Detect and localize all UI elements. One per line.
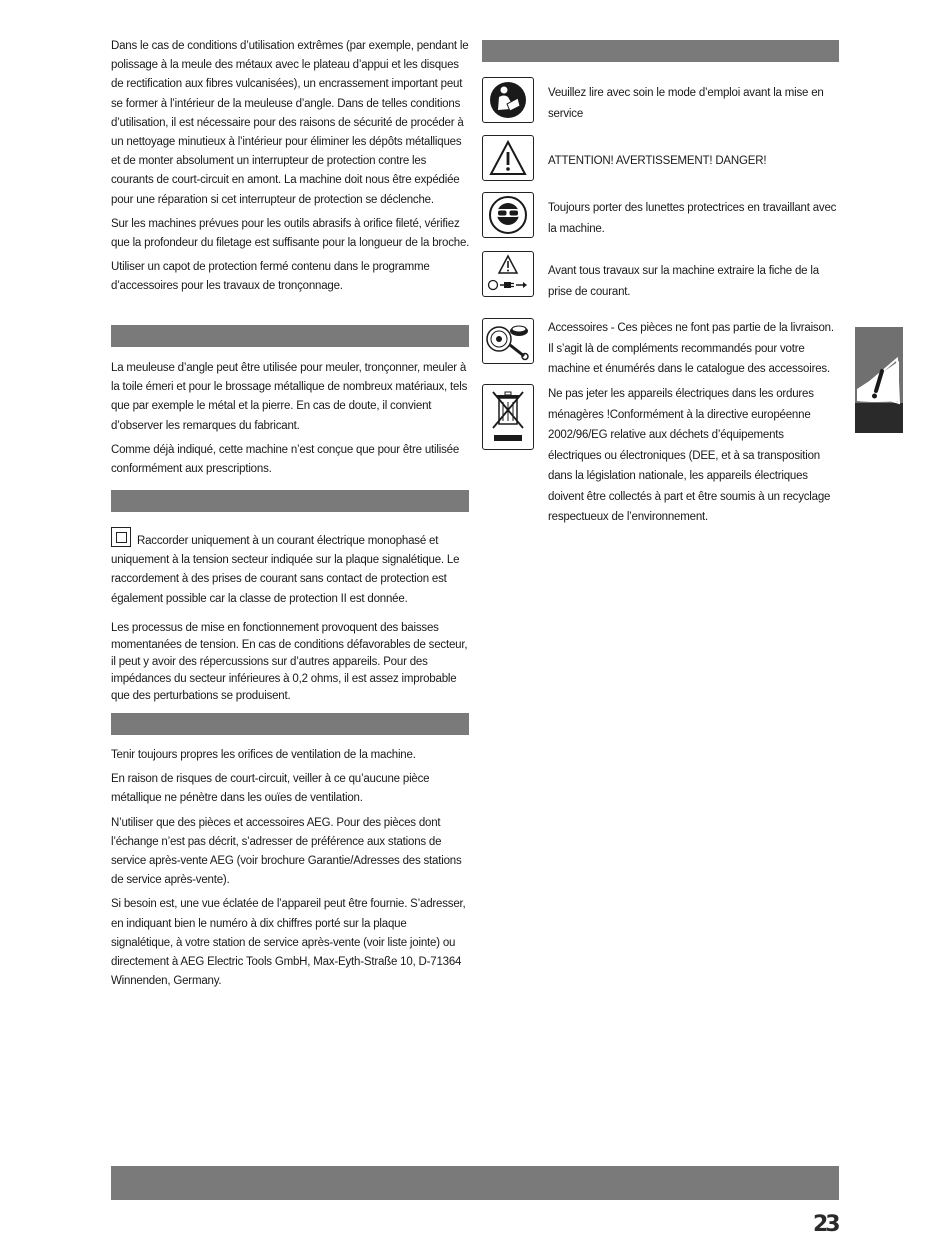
paragraph (111, 527, 471, 609)
paragraph: Utiliser un capot de protection fermé contenu dans le programme d’accessoires pour les travaux de tronçonnage. (111, 261, 430, 293)
symbol-text: Veuillez lire avec soin le mode d’emploi avant la mise en service (548, 87, 824, 120)
symbol-text: Avant tous travaux sur la machine extraire la fiche de la prise de courant. (548, 265, 819, 298)
paragraph: Comme déjà indiqué, cette machine n’est conçue que pour être utilisée conformément aux prescriptions. (111, 443, 460, 476)
paragraph: Dans le cas de conditions d’utilisation extrêmes (par exemple, pendant le polissage à la meule des métaux avec le plateau d’appui et les disques de rectification aux fibres vulcanisées), un encrassement important peut se former à l’intérieur de la meuleuse d’angle. Dans de telles conditions d’utilisation, il est nécessaire pour des raisons de sécurité de procéder à un nettoyage minutieux à l’intérieur pour éliminer les dépôts métalliques et de monter absolument un interrupteur de protection contre les courants de court-circuit en amont. La machine doit nous être expédiée pour une réparation si cet interrupteur de protection se déclenche. (111, 40, 469, 206)
paragraph: N’utiliser que des pièces et accessoires AEG. Pour des pièces dont l’échange n’est pas décrit, s’adresser de préférence aux stations de service après-vente AEG (voir brochure Garantie/Adresses des stations de service après-vente). (111, 816, 462, 887)
usage-section (111, 359, 471, 484)
left-column (111, 37, 471, 302)
class-ii-icon (111, 527, 131, 547)
page-number: 23 (813, 1212, 838, 1237)
paragraph: Tenir toujours propres les orifices de ventilation de la machine. (111, 749, 416, 761)
paragraph: La meuleuse d’angle peut être utilisée pour meuler, tronçonner, meuler à la toile émeri et pour le brossage métallique de nombreux matériaux, tels que par exemple le métal et la pierre. En cas de doute, il convient d’observer les remarques du fabricant. (111, 362, 468, 432)
symbol-text: Ne pas jeter les appareils électriques dans les ordures ménagères !Conformément à la directive européenne 2002/96/EG relative aux déchets d’équipements électriques ou électroniques (DEE, et à sa transposition dans la législation nationale, les appareils électriques doivent être collectés à part et être soumis à un recyclage respectueux de l’environnement. (548, 388, 831, 523)
paragraph: Sur les machines prévues pour les outils abrasifs à orifice fileté, vérifiez que la profondeur du filetage est suffisante pour la longueur de la broche. (111, 217, 470, 250)
paragraph: Les processus de mise en fonctionnement provoquent des baisses momentanées de tension. En cas de conditions défavorables de secteur, il peut y avoir des répercussions sur d’autres appareils. Pour des impédances du secteur inférieures à 0,2 ohms, il est assez improbable que des perturbations se produisent. (111, 621, 468, 702)
symbol-text: Accessoires - Ces pièces ne font pas partie de la livraison. Il s’agit là de compléments recommandés pour votre machine et énumérés dans le catalogue des accessoires. (548, 322, 834, 375)
paragraph: Si besoin est, une vue éclatée de l’appareil peut être fournie. S’adresser, en indiquant bien le numéro à dix chiffres porté sur la plaque signalétique, à votre station de service après-vente (voir liste jointe) ou directement à AEG Electric Tools GmbH, Max-Eyth-Straße 10, D-71364 Winnenden, Germany. (111, 898, 466, 988)
power-text: Raccorder uniquement à un courant électrique monophasé et uniquement à la tension secteur indiquée sur la plaque signalétique. Le raccordement à des prises de courant sans contact de protection est également possible car la classe de protection II est donnée. (111, 535, 460, 605)
section-bar-symbols (482, 40, 839, 62)
maintenance-section (111, 746, 471, 996)
paragraph: En raison de risques de court-circuit, veiller à ce qu’aucune pièce métallique ne pénètre dans les ouïes de ventilation. (111, 773, 430, 805)
symbol-text: ATTENTION! AVERTISSEMENT! DANGER! (548, 155, 767, 167)
safety-side-tab (855, 327, 903, 433)
safety-goggles-icon (482, 192, 534, 238)
read-manual-icon (482, 77, 534, 123)
exclamation-tab-icon (855, 341, 903, 405)
section-bar-maintenance (111, 713, 469, 735)
accessories-icon (482, 318, 534, 364)
warning-triangle-icon (482, 135, 534, 181)
crossed-bin-icon (482, 384, 534, 450)
power-section (111, 527, 471, 710)
symbol-text: Toujours porter des lunettes protectrices en travaillant avec la machine. (548, 202, 837, 235)
section-bar-usage (111, 325, 469, 347)
unplug-icon (482, 251, 534, 297)
section-bar-power (111, 490, 469, 512)
footer-bar (111, 1166, 839, 1200)
